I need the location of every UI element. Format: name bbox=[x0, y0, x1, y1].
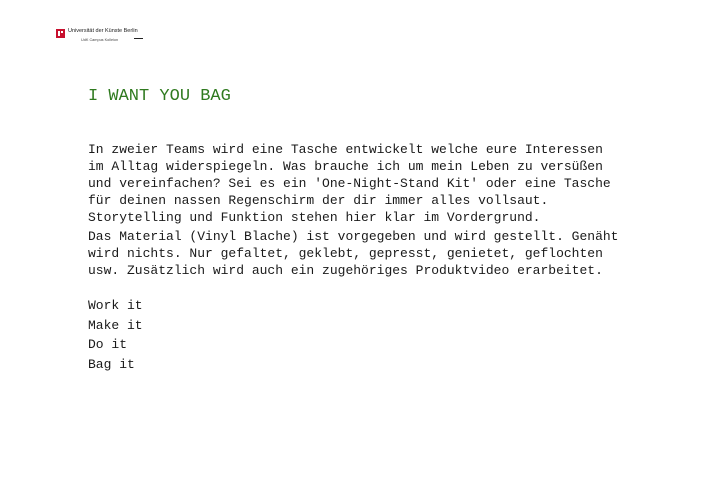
udk-logo bbox=[56, 28, 156, 50]
description-paragraph-2: Das Material (Vinyl Blache) ist vorgegeben und wird gestellt. Genäht wird nichts. Nur gefaltet, geklebt, gepresst, genietet, geflochten usw. Zusätzlich wird auch ein zugehöriges Produktvideo erarbeitet. bbox=[88, 229, 619, 278]
page-title: I WANT YOU BAG bbox=[88, 87, 231, 106]
campus-name: UdK Campus Kolleion bbox=[81, 38, 119, 42]
udk-logo-icon bbox=[56, 29, 65, 38]
slogan-bag-it: Bag it bbox=[88, 356, 135, 372]
institution-name: Universität der Künste Berlin bbox=[68, 28, 138, 34]
slogan-do-it: Do it bbox=[88, 337, 128, 352]
logo-divider bbox=[134, 38, 143, 39]
description-paragraph-1: In zweier Teams wird eine Tasche entwickelt welche eure Interessen im Alltag widerspiegeln. Was brauche ich um mein Leben zu versüßen und vereinfachen? Sei es ein 'One-Night-Stand Kit' oder eine Tasche für deinen nassen Regenschirm der dir immer alles vollsaut. Storytelling und Funktion stehen hier klar im Vordergrund. bbox=[88, 142, 611, 225]
slogan-list bbox=[88, 296, 143, 374]
description bbox=[88, 141, 688, 279]
slogan-work-it: Work it bbox=[88, 298, 143, 313]
slogan-make-it: Make it bbox=[88, 317, 143, 333]
